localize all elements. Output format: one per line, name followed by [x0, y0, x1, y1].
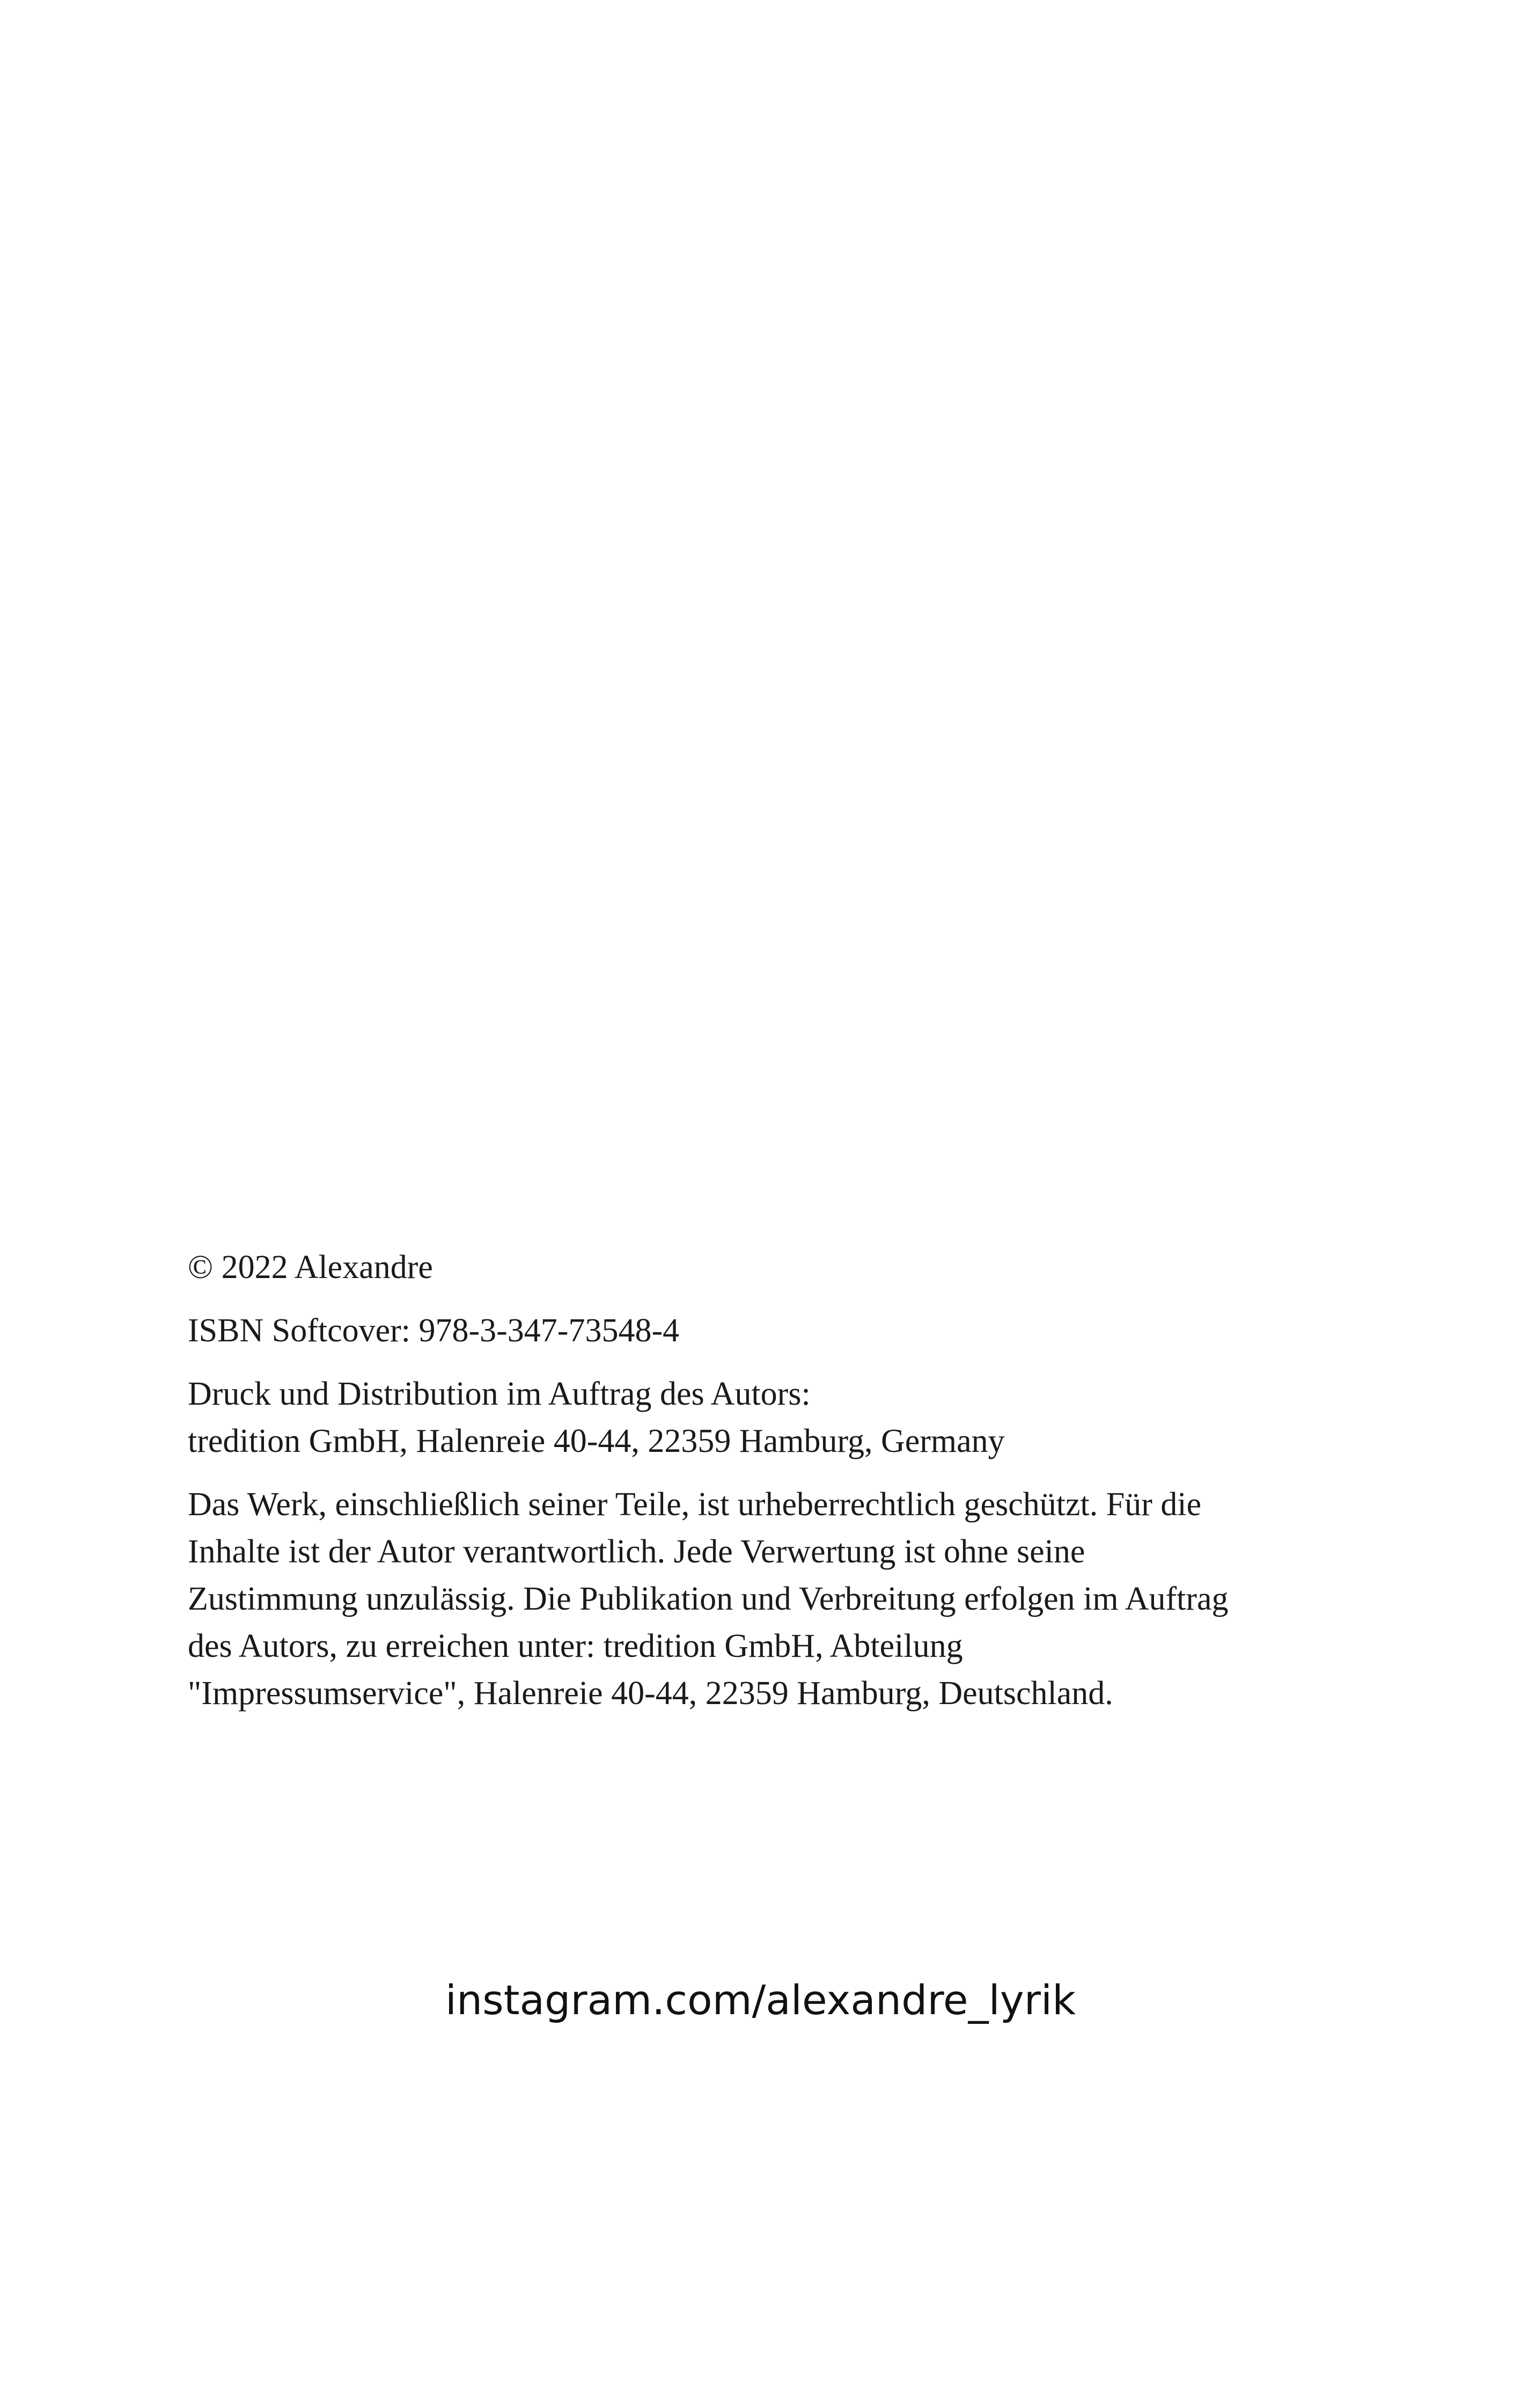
druck-line: Druck und Distribution im Auftrag des Autors:: [188, 1376, 811, 1412]
printing-distribution-notice: [188, 1370, 1341, 1465]
imprint-block: [188, 1244, 1341, 1717]
legal-line: Inhalte ist der Autor verantwortlich. Jede Verwertung ist ohne seine: [188, 1533, 1085, 1570]
instagram-link: instagram.com/alexandre_lyrik: [445, 1976, 1076, 2024]
legal-line: "Impressumservice", Halenreie 40-44, 22359 Hamburg, Deutschland.: [188, 1675, 1113, 1712]
legal-line: Zustimmung unzulässig. Die Publikation und Verbreitung erfolgen im Auftrag: [188, 1581, 1229, 1617]
legal-notice: [188, 1481, 1341, 1717]
isbn-line: ISBN Softcover: 978-3-347-73548-4: [188, 1312, 680, 1349]
legal-line: des Autors, zu erreichen unter: tredition GmbH, Abteilung: [188, 1628, 963, 1664]
copyright-notice: © 2022 Alexandre: [188, 1249, 433, 1286]
publisher-address-line: tredition GmbH, Halenreie 40-44, 22359 Hamburg, Germany: [188, 1423, 1005, 1459]
legal-line: Das Werk, einschließlich seiner Teile, ist urheberrechtlich geschützt. Für die: [188, 1486, 1202, 1523]
